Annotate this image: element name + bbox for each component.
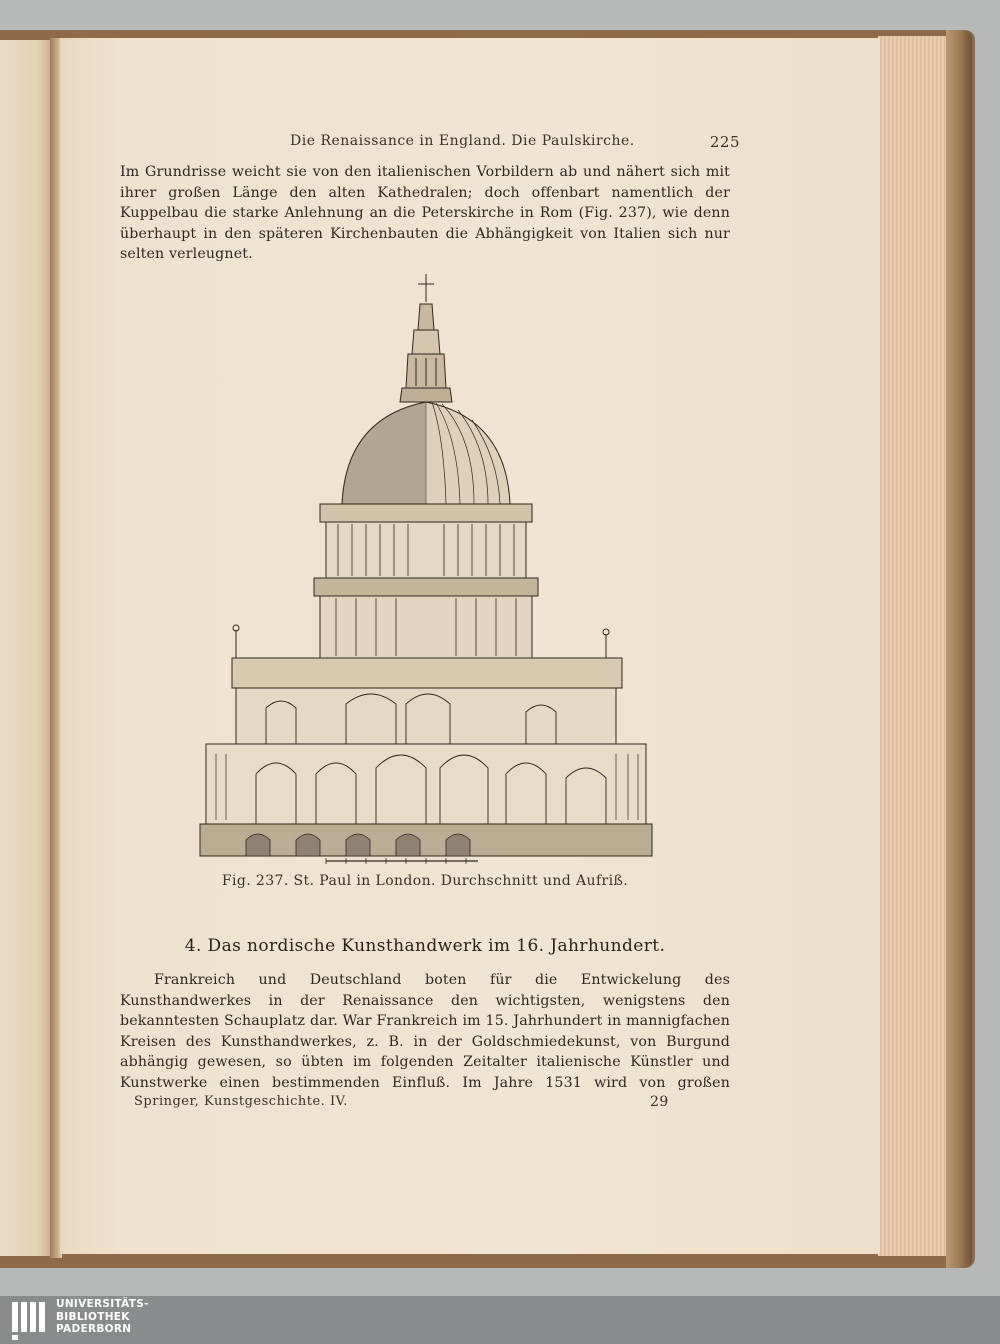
- library-name-line-3: PADERBORN: [56, 1323, 132, 1335]
- left-page-edge: [0, 40, 52, 1256]
- page-edges: [878, 36, 948, 1256]
- library-name: [56, 1298, 149, 1336]
- cover-edge: [946, 30, 972, 1268]
- footer-sheet-number: 29: [650, 1094, 669, 1110]
- library-banner: [0, 1296, 1000, 1344]
- footer-signature: Springer, Kunstgeschichte. IV.: [134, 1094, 348, 1109]
- library-name-line-2: BIBLIOTHEK: [56, 1310, 130, 1323]
- figure-caption: Fig. 237. St. Paul in London. Durchschnitt und Aufriß.: [221, 873, 629, 889]
- paragraph-intro: Im Grundrisse weicht sie von den italienischen Vorbildern ab und nähert sich mit ihrer großen Länge den alten Kathedralen; doch offenbart namentlich der Kuppelbau die starke Anlehnung an die Peterskirche in Rom (Fig. 237), wie denn überhaupt in den späteren Kirchenbauten die Abhängigkeit von Italien sich nur selten verleugnet.: [120, 164, 730, 262]
- st-paul-cathedral-illustration: [196, 268, 656, 868]
- library-name-line-1: UNIVERSITÄTS-: [56, 1298, 149, 1310]
- library-logo-icon: [8, 1298, 50, 1342]
- cathedral-engraving: [196, 268, 656, 868]
- page-number: 225: [709, 133, 740, 151]
- section-title: 4. Das nordische Kunsthandwerk im 16. Jahrhundert.: [184, 936, 666, 956]
- paragraph-section: Frankreich und Deutschland boten für die Entwickelung des Kunsthandwerkes in der Renaissance den wichtigsten, wenigstens den bekanntesten Schauplatz dar. War Frankreich im 15. Jahrhundert in mannigfachen Kreisen des Kunsthandwerkes, z. B. in der Goldschmiedekunst, von Burgund abhängig gewesen, so übten im folgenden Zeitalter italienische Künstler und Kunstwerke einen bestimmenden Einfluß. Im Jahre 1531 wird von großen: [120, 972, 730, 1091]
- running-head: Die Renaissance in England. Die Paulskirche.: [290, 133, 635, 149]
